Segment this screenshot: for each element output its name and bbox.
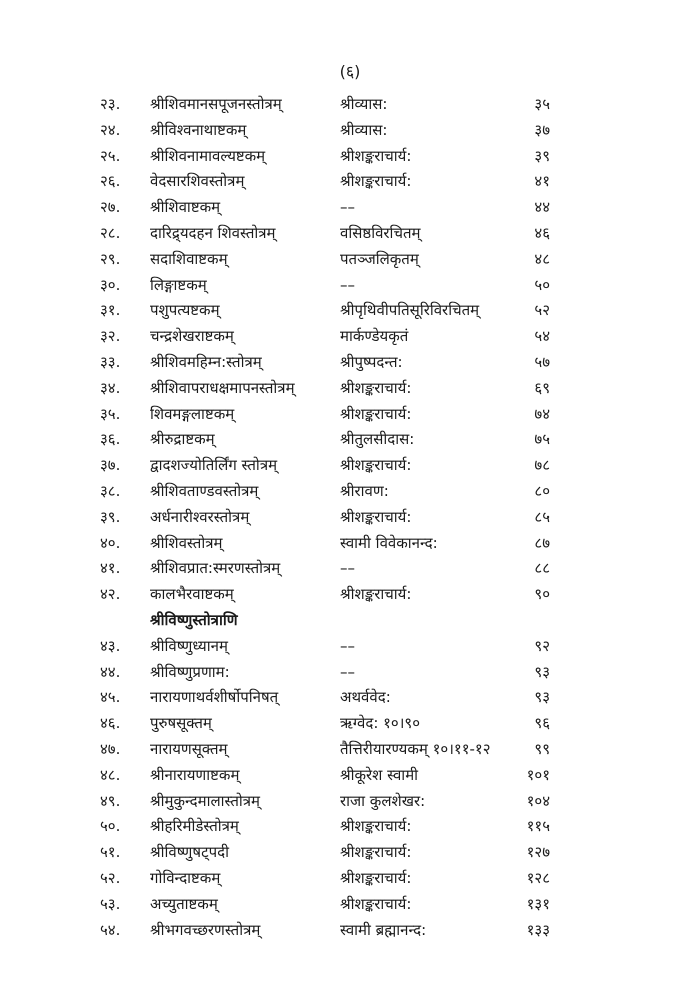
entry-page: ९० [534, 585, 550, 604]
entry-title: द्वादशज्योतिर्लिंग स्तोत्रम् [150, 456, 278, 475]
entry-author: श्रीरावण: [340, 481, 389, 500]
entry-title: श्रीशिवताण्डवस्तोत्रम् [150, 481, 259, 500]
entry-title: श्रीशिवमानसपूजनस्तोत्रम् [150, 95, 282, 113]
entry-author: –– [340, 662, 355, 681]
entry-number: ३०. [100, 275, 121, 294]
entry-title: गोविन्दाष्टकम् [150, 868, 221, 887]
entry-author: –– [340, 275, 355, 294]
entry-page: ८७ [534, 533, 550, 552]
toc-entry [0, 918, 700, 944]
entry-author: ऋग्वेद: १०।९० [340, 714, 421, 733]
entry-number: २३. [100, 95, 121, 113]
toc-entry [0, 427, 700, 453]
entry-page: ८८ [534, 559, 550, 578]
shiva-stotra-list [0, 92, 700, 608]
entry-number: ३६. [100, 430, 121, 449]
toc-entry [0, 402, 700, 428]
entry-author: श्रीव्यास: [340, 120, 388, 139]
entry-author: श्रीशङ्कराचार्य: [340, 404, 412, 423]
toc-entry [0, 814, 700, 840]
entry-number: ५०. [100, 817, 121, 836]
entry-author: श्रीशङ्कराचार्य: [340, 507, 412, 526]
entry-number: ४६. [100, 714, 121, 733]
entry-page: ४४ [534, 198, 550, 217]
entry-page: १०४ [526, 791, 550, 810]
entry-page: ११५ [526, 817, 550, 836]
entry-author: अथर्ववेद: [340, 688, 391, 707]
entry-author: स्वामी ब्रह्मानन्द: [340, 920, 427, 939]
entry-number: ४९. [100, 791, 121, 810]
toc-entry [0, 298, 700, 324]
toc-entry [0, 685, 700, 711]
entry-title: श्रीविश्वनाथाष्टकम् [150, 120, 247, 139]
entry-title: कालभैरवाष्टकम् [150, 585, 234, 604]
entry-author: श्रीशङ्कराचार्य: [340, 843, 412, 862]
toc-entry [0, 866, 700, 892]
entry-page: ३७ [534, 120, 550, 139]
entry-page: ७८ [534, 456, 550, 475]
entry-page: ३५ [534, 95, 550, 113]
entry-title: चन्द्रशेखराष्टकम् [150, 327, 234, 346]
entry-page: ९९ [534, 739, 550, 758]
toc-entry [0, 144, 700, 170]
entry-title: सदाशिवाष्टकम् [150, 249, 228, 268]
entry-number: २७. [100, 198, 121, 217]
entry-title: श्रीशिवमहिम्न:स्तोत्रम् [150, 352, 262, 371]
entry-page: ८५ [534, 507, 550, 526]
entry-number: ३५. [100, 404, 121, 423]
entry-author: –– [340, 636, 355, 655]
entry-page: ९३ [534, 688, 550, 707]
entry-page: १२८ [526, 868, 550, 887]
entry-title: अच्युताष्टकम् [150, 894, 218, 913]
entry-author: –– [340, 559, 355, 578]
entry-author: पतञ्जलिकृतम् [340, 249, 419, 268]
entry-page: ५२ [534, 301, 550, 320]
entry-title: पुरुषसूक्तम् [150, 714, 212, 733]
entry-page: ३९ [534, 146, 550, 165]
entry-title: श्रीविष्णुप्रणाम: [150, 662, 230, 681]
toc-entry [0, 169, 700, 195]
entry-title: श्रीशिवस्तोत्रम् [150, 533, 223, 552]
entry-page: ५० [534, 275, 550, 294]
entry-number: ५२. [100, 868, 121, 887]
toc-entry [0, 505, 700, 531]
entry-author: श्रीशङ्कराचार्य: [340, 585, 412, 604]
entry-page: ८० [534, 481, 550, 500]
entry-author: स्वामी विवेकानन्द: [340, 533, 438, 552]
toc-entry [0, 660, 700, 686]
toc-entry [0, 273, 700, 299]
entry-title: शिवमङ्गलाष्टकम् [150, 404, 235, 423]
entry-title: वेदसारशिवस्तोत्रम् [150, 172, 245, 191]
entry-author: श्रीशङ्कराचार्य: [340, 868, 412, 887]
entry-number: २४. [100, 120, 121, 139]
entry-author: श्रीकूरेश स्वामी [340, 765, 419, 784]
section-heading-row [0, 608, 700, 634]
toc-entry [0, 892, 700, 918]
vishnu-stotra-list [0, 634, 700, 944]
entry-title: श्रीहरिमीडेस्तोत्रम् [150, 817, 239, 836]
toc-entry [0, 840, 700, 866]
entry-title: श्रीशिवनामावल्यष्टकम् [150, 146, 266, 165]
entry-author: श्रीपुष्पदन्त: [340, 352, 403, 371]
entry-number: ३८. [100, 481, 121, 500]
entry-number: ४०. [100, 533, 121, 552]
entry-number: ३४. [100, 378, 121, 397]
section-heading: श्रीविष्णुस्तोत्राणि [150, 610, 238, 629]
entry-author: श्रीशङ्कराचार्य: [340, 894, 412, 913]
table-of-contents [0, 92, 700, 943]
entry-author: –– [340, 198, 355, 217]
entry-number: ५३. [100, 894, 121, 913]
entry-page: ४८ [534, 249, 550, 268]
entry-number: २५. [100, 146, 121, 165]
entry-title: अर्धनारीश्वरस्तोत्रम् [150, 507, 250, 526]
entry-number: २९. [100, 249, 121, 268]
entry-title: श्रीरुद्राष्टकम् [150, 430, 215, 449]
toc-entry [0, 376, 700, 402]
toc-entry [0, 195, 700, 221]
entry-number: २८. [100, 223, 121, 242]
entry-author: श्रीशङ्कराचार्य: [340, 817, 412, 836]
toc-entry [0, 324, 700, 350]
page-number: (६) [339, 62, 361, 81]
entry-number: ४२. [100, 585, 121, 604]
toc-entry [0, 92, 700, 118]
entry-title: श्रीशिवापराधक्षमापनस्तोत्रम् [150, 378, 295, 397]
entry-title: श्रीमुकुन्दमालास्तोत्रम् [150, 791, 261, 810]
entry-number: ४३. [100, 636, 121, 655]
entry-author: श्रीतुलसीदास: [340, 430, 415, 449]
entry-title: दारिद्र्यदहन शिवस्तोत्रम् [150, 223, 276, 242]
toc-entry [0, 789, 700, 815]
toc-entry [0, 634, 700, 660]
entry-number: ४५. [100, 688, 121, 707]
entry-number: ५४. [100, 920, 121, 939]
entry-title: श्रीशिवप्रात:स्मरणस्तोत्रम् [150, 559, 281, 578]
toc-entry [0, 737, 700, 763]
entry-author: श्रीशङ्कराचार्य: [340, 378, 412, 397]
entry-page: ६९ [534, 378, 550, 397]
entry-page: ४१ [534, 172, 550, 191]
entry-author: मार्कण्डेयकृतं [340, 327, 409, 346]
toc-entry [0, 118, 700, 144]
entry-number: ४१. [100, 559, 121, 578]
toc-entry [0, 531, 700, 557]
entry-author: श्रीपृथिवीपतिसूरिविरचितम् [340, 301, 480, 320]
entry-author: तैत्तिरीयारण्यकम् १०।११-१२ [340, 739, 491, 758]
entry-page: ९३ [534, 662, 550, 681]
entry-number: ५१. [100, 843, 121, 862]
entry-number: ३३. [100, 352, 121, 371]
entry-title: श्रीशिवाष्टकम् [150, 198, 221, 217]
entry-number: ४८. [100, 765, 121, 784]
entry-title: लिङ्गाष्टकम् [150, 275, 207, 294]
entry-title: श्रीविष्णुध्यानम् [150, 636, 228, 655]
toc-entry [0, 556, 700, 582]
entry-author: वसिष्ठविरचितम् [340, 223, 421, 242]
entry-page: १०१ [526, 765, 550, 784]
entry-page: ५४ [534, 327, 550, 346]
toc-entry [0, 247, 700, 273]
entry-title: श्रीभगवच्छरणस्तोत्रम् [150, 920, 261, 939]
toc-entry [0, 711, 700, 737]
toc-entry [0, 582, 700, 608]
toc-entry [0, 350, 700, 376]
toc-entry [0, 221, 700, 247]
entry-title: पशुपत्यष्टकम् [150, 301, 220, 320]
entry-title: श्रीनारायणाष्टकम् [150, 765, 240, 784]
entry-title: नारायणसूक्तम् [150, 739, 228, 758]
entry-number: २६. [100, 172, 121, 191]
entry-page: १३३ [526, 920, 550, 939]
entry-number: ३२. [100, 327, 121, 346]
entry-author: श्रीव्यास: [340, 95, 388, 113]
entry-page: ५७ [534, 352, 550, 371]
entry-number: ३९. [100, 507, 121, 526]
entry-page: १२७ [526, 843, 550, 862]
entry-page: ९२ [534, 636, 550, 655]
entry-number: ३७. [100, 456, 121, 475]
toc-entry [0, 453, 700, 479]
entry-number: ४४. [100, 662, 121, 681]
entry-page: ७५ [534, 430, 550, 449]
entry-author: श्रीशङ्कराचार्य: [340, 172, 412, 191]
entry-number: ३१. [100, 301, 121, 320]
toc-entry [0, 763, 700, 789]
entry-author: श्रीशङ्कराचार्य: [340, 456, 412, 475]
entry-page: ९६ [534, 714, 550, 733]
entry-author: राजा कुलशेखर: [340, 791, 426, 810]
entry-number: ४७. [100, 739, 121, 758]
entry-page: १३१ [526, 894, 550, 913]
entry-title: श्रीविष्णुषट्पदी [150, 843, 230, 862]
entry-page: ७४ [534, 404, 550, 423]
entry-title: नारायणाथर्वशीर्षोपनिषत् [150, 688, 279, 707]
toc-entry [0, 479, 700, 505]
entry-page: ४६ [534, 223, 550, 242]
entry-author: श्रीशङ्कराचार्य: [340, 146, 412, 165]
